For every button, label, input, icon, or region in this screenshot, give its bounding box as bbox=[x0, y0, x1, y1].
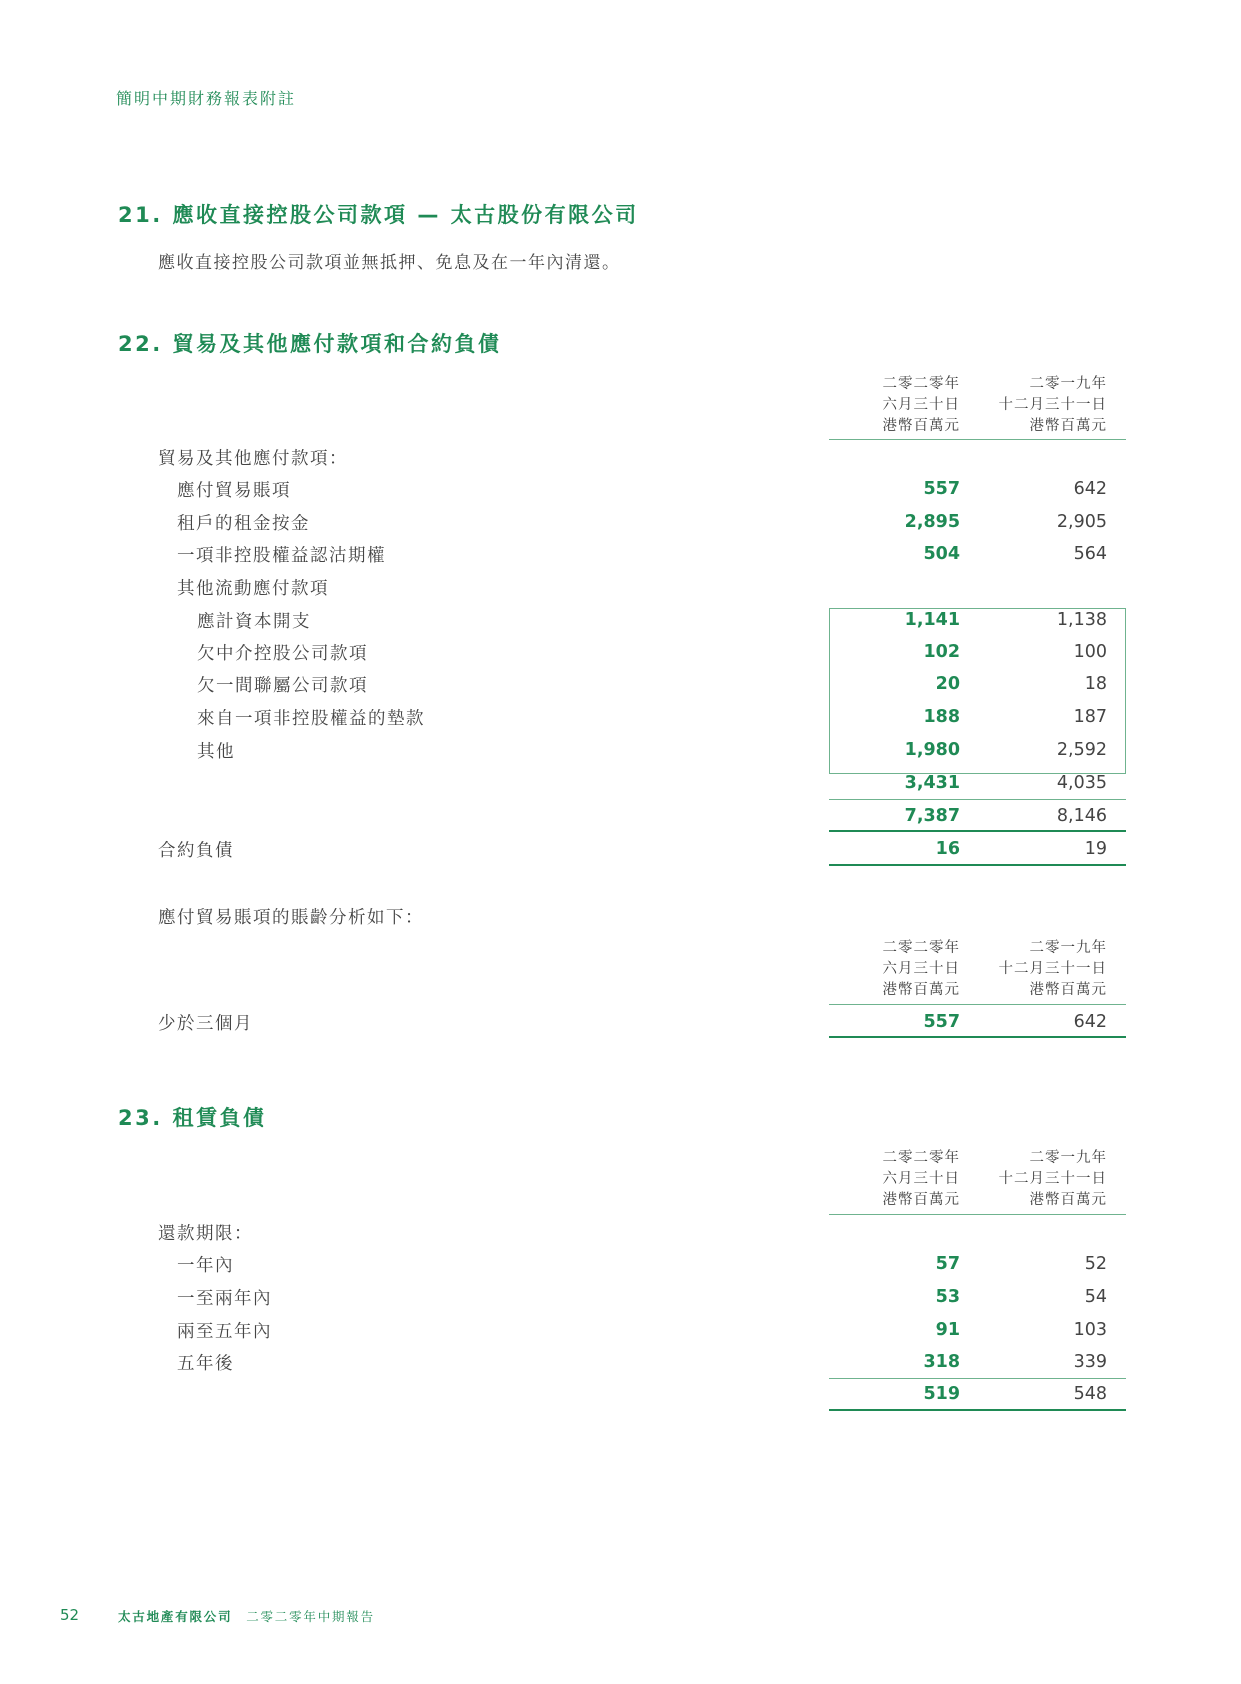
value-prior: 100 bbox=[1073, 642, 1107, 662]
lease-column-header-prior: 二零一九年 十二月三十一日 港幣百萬元 bbox=[998, 1150, 1107, 1208]
section-23-title: 23. 租賃負債 bbox=[118, 1106, 267, 1130]
row-label: 欠中介控股公司款項 bbox=[197, 644, 368, 664]
contract-rule bbox=[829, 864, 1126, 866]
column-header-current: 二零二零年 六月三十日 港幣百萬元 bbox=[882, 376, 960, 434]
total-prior: 8,146 bbox=[1056, 806, 1107, 826]
aging-current: 557 bbox=[923, 1012, 960, 1032]
running-header: 簡明中期財務報表附註 bbox=[116, 89, 297, 108]
contract-prior: 19 bbox=[1084, 839, 1107, 859]
row-label: 欠一間聯屬公司款項 bbox=[197, 676, 368, 696]
subtotal-rule bbox=[829, 799, 1126, 800]
row-label: 其他 bbox=[197, 742, 235, 762]
total-current: 7,387 bbox=[904, 806, 960, 826]
value-current: 188 bbox=[923, 707, 960, 727]
value-prior: 103 bbox=[1073, 1320, 1107, 1340]
lease-group-label: 還款期限： bbox=[158, 1224, 253, 1244]
value-current: 2,895 bbox=[904, 512, 960, 532]
value-current: 57 bbox=[935, 1254, 960, 1274]
footer-report: 二零二零年中期報告 bbox=[246, 1609, 375, 1624]
row-label: 應付貿易賬項 bbox=[177, 481, 291, 501]
section-22-title: 22. 貿易及其他應付款項和合約負債 bbox=[118, 332, 502, 356]
aging-row-label: 少於三個月 bbox=[158, 1014, 253, 1034]
value-prior: 187 bbox=[1073, 707, 1107, 727]
value-current: 557 bbox=[923, 479, 960, 499]
total-rule bbox=[829, 830, 1126, 832]
value-current: 504 bbox=[923, 544, 960, 564]
row-label: 五年後 bbox=[177, 1354, 234, 1374]
value-prior: 54 bbox=[1084, 1287, 1107, 1307]
header-rule bbox=[829, 439, 1126, 440]
footer bbox=[118, 1607, 375, 1625]
value-prior: 2,905 bbox=[1056, 512, 1107, 532]
lease-column-header-current: 二零二零年 六月三十日 港幣百萬元 bbox=[882, 1150, 960, 1208]
contract-current: 16 bbox=[935, 839, 960, 859]
row-label: 一年內 bbox=[177, 1256, 234, 1276]
footer-company: 太古地產有限公司 bbox=[118, 1609, 233, 1624]
subtotal-prior: 4,035 bbox=[1056, 773, 1107, 793]
aging-rule bbox=[829, 1036, 1126, 1038]
value-prior: 52 bbox=[1084, 1254, 1107, 1274]
value-current: 318 bbox=[923, 1352, 960, 1372]
aging-intro: 應付貿易賬項的賬齡分析如下： bbox=[158, 908, 424, 928]
aging-prior: 642 bbox=[1073, 1012, 1107, 1032]
lease-total-rule bbox=[829, 1409, 1126, 1411]
row-label: 其他流動應付款項 bbox=[177, 579, 329, 599]
section-21-text: 應收直接控股公司款項並無抵押、免息及在一年內清還。 bbox=[158, 253, 621, 273]
value-prior: 1,138 bbox=[1056, 610, 1107, 630]
value-prior: 642 bbox=[1073, 479, 1107, 499]
subtotal-current: 3,431 bbox=[904, 773, 960, 793]
lease-total-prior: 548 bbox=[1073, 1384, 1107, 1404]
lease-total-current: 519 bbox=[923, 1384, 960, 1404]
value-current: 1,141 bbox=[904, 610, 960, 630]
lease-subtotal-rule bbox=[829, 1378, 1126, 1379]
value-current: 91 bbox=[935, 1320, 960, 1340]
row-label: 一項非控股權益認沽期權 bbox=[177, 546, 386, 566]
section-21-title: 21. 應收直接控股公司款項 — 太古股份有限公司 bbox=[118, 203, 639, 227]
value-current: 102 bbox=[923, 642, 960, 662]
value-prior: 2,592 bbox=[1056, 740, 1107, 760]
value-prior: 339 bbox=[1073, 1352, 1107, 1372]
aging-column-header-prior: 二零一九年 十二月三十一日 港幣百萬元 bbox=[998, 940, 1107, 998]
aging-column-header-current: 二零二零年 六月三十日 港幣百萬元 bbox=[882, 940, 960, 998]
lease-header-rule bbox=[829, 1214, 1126, 1215]
value-current: 20 bbox=[935, 674, 960, 694]
contract-liabilities-label: 合約負債 bbox=[158, 841, 234, 861]
row-label: 來自一項非控股權益的墊款 bbox=[197, 709, 425, 729]
value-current: 53 bbox=[935, 1287, 960, 1307]
page-number: 52 bbox=[60, 1606, 80, 1624]
column-header-prior: 二零一九年 十二月三十一日 港幣百萬元 bbox=[998, 376, 1107, 434]
row-label: 一至兩年內 bbox=[177, 1289, 272, 1309]
value-prior: 18 bbox=[1084, 674, 1107, 694]
row-label: 應計資本開支 bbox=[197, 612, 311, 632]
value-prior: 564 bbox=[1073, 544, 1107, 564]
group-label: 貿易及其他應付款項： bbox=[158, 449, 348, 469]
row-label: 兩至五年內 bbox=[177, 1322, 272, 1342]
row-label: 租戶的租金按金 bbox=[177, 514, 310, 534]
value-current: 1,980 bbox=[904, 740, 960, 760]
aging-header-rule bbox=[829, 1004, 1126, 1005]
